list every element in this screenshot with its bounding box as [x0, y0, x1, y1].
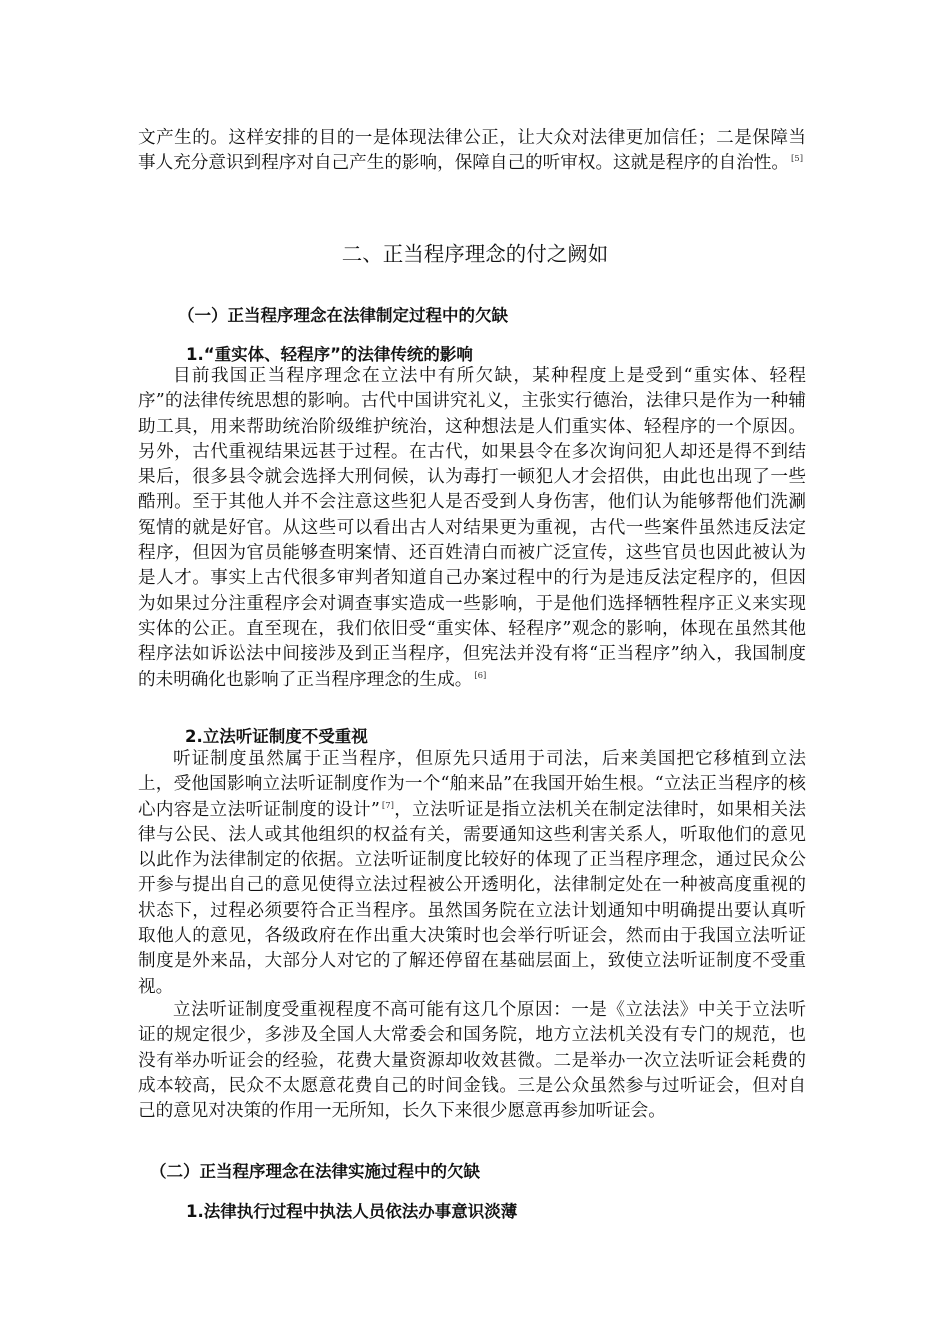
item-1-2-text-b: ，立法听证是指立法机关在制定法律时，如果相关法律与公民、法人或其他组织的权益有关，需要通知这些利害关系人，听取他们的意见以此作为法律制定的依据。立法听证制度比较好的体现了正当程序理念，通过民众公开参与提出自己的意见使得立法过程被公开透明化，法律制定处在一种被高度重视的状态下，过程必须要符合正当程序。虽然国务院在立法计划通知中明确提出要认真听取他人的意见，各级政府在作出重大决策时也会举行听证会，然而由于我国立法听证制度是外来品，大部分人对它的了解还停留在基础层面上，致使立法听证制度不受重视。 — [138, 799, 806, 997]
intro-citation: [5] — [790, 154, 804, 165]
subsection-1-title: （一）正当程序理念在法律制定过程中的欠缺 — [178, 306, 508, 325]
item-1-2-paragraph-1 — [138, 747, 806, 1000]
item-2-1-title: 1.法律执行过程中执法人员依法办事意识淡薄 — [186, 1202, 518, 1221]
item-1-1-text: 目前我国正当程序理念在立法中有所欠缺，某种程度上是受到“重实体、轻程序”的法律传统思想的影响。古代中国讲究礼义，主张实行德治，法律只是作为一种辅助工具，用来帮助统治阶级维护统治，这种想法是人们重实体、轻程序的一个原因。另外，古代重视结果远甚于过程。在古代，如果县令在多次询问犯人却还是得不到结果后，很多县令就会选择大刑伺候，认为毒打一顿犯人才会招供，由此也出现了一些酷刑。至于其他人并不会注意这些犯人是否受到人身伤害，他们认为能够帮他们洗涮冤情的就是好官。从这些可以看出古人对结果更为重视，古代一些案件虽然违反法定程序，但因为官员能够查明案情、还百姓清白而被广泛宣传，这些官员也因此被认为是人才。事实上古代很多审判者知道自己办案过程中的行为是违反法定程序的，但因为如果过分注重程序会对调查事实造成一些影响，于是他们选择牺牲程序正义来实现实体的公正。直至现在，我们依旧受“重实体、轻程序”观念的影响，体现在虽然其他程序法如诉讼法中间接涉及到正当程序，但宪法并没有将“正当程序”纳入，我国制度的未明确化也影响了正当程序理念的生成。 — [138, 366, 806, 690]
item-1-1-title: 1.“重实体、轻程序”的法律传统的影响 — [186, 345, 473, 364]
item-1-2-citation: [7] — [381, 800, 394, 811]
subsection-2-title: （二）正当程序理念在法律实施过程中的欠缺 — [150, 1162, 480, 1181]
intro-text: 文产生的。这样安排的目的一是体现法律公正，让大众对法律更加信任；二是保障当事人充分意识到程序对自己产生的影响，保障自己的听审权。这就是程序的自治性。 — [138, 128, 806, 174]
section-title: 二、正当程序理念的付之阙如 — [341, 242, 609, 266]
item-1-2-text-a: 听证制度虽然属于正当程序，但原先只适用于司法，后来美国把它移植到立法上，受他国影响立法听证制度作为一个“舶来品”在我国开始生根。“立法正当程序的核心内容是立法听证制度的设计” — [138, 749, 806, 820]
intro-paragraph — [138, 126, 806, 177]
item-1-1-citation: [6] — [474, 670, 487, 681]
item-1-1-paragraph — [138, 364, 806, 693]
item-1-2-paragraph-2: 立法听证制度受重视程度不高可能有这几个原因：一是《立法法》中关于立法听证的规定很少，多涉及全国人大常委会和国务院，地方立法机关没有专门的规范，也没有举办听证会的经验，花费大量资源却收效甚微。二是举办一次立法听证会耗费的成本较高，民众不太愿意花费自己的时间金钱。三是公众虽然参与过听证会，但对自己的意见对决策的作用一无所知，长久下来很少愿意再参加听证会。 — [138, 1000, 806, 1122]
item-1-2-title: 2.立法听证制度不受重视 — [185, 727, 368, 746]
